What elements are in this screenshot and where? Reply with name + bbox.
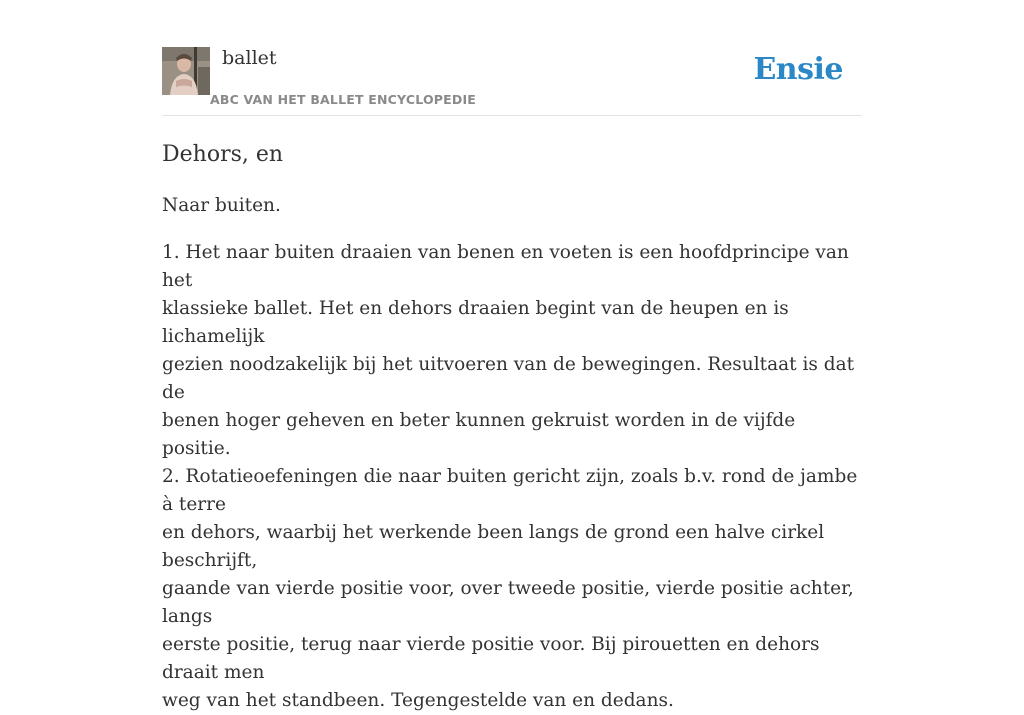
article-line: 2. Rotatieoefeningen die naar buiten gericht zijn, zoals b.v. rond de jambe à terre	[162, 466, 858, 515]
dancer-photo-icon	[162, 47, 210, 95]
article-line: gaande van vierde positie voor, over tweede positie, vierde positie achter, langs	[162, 578, 854, 627]
source-link[interactable]: ABC VAN HET BALLET ENCYCLOPEDIE	[210, 92, 477, 107]
page-title: Dehors, en	[162, 142, 284, 167]
article-line: gezien noodzakelijk bij het uitvoeren van de bewegingen. Resultaat is dat de	[162, 354, 855, 403]
article-lead: Naar buiten.	[162, 195, 281, 216]
article-line: klassieke ballet. Het en dehors draaien begint van de heupen en is lichamelijk	[162, 298, 789, 347]
article-line: benen hoger geheven en beter kunnen gekruist worden in de vijfde positie.	[162, 410, 796, 459]
page-header	[162, 46, 862, 116]
brand-logo[interactable]: Ensie	[753, 52, 843, 87]
article-line: eerste positie, terug naar vierde positie voor. Bij pirouetten en dehors draait men	[162, 634, 820, 683]
article-line: 1. Het naar buiten draaien van benen en voeten is een hoofdprincipe van het	[162, 242, 849, 291]
topic-link[interactable]: ballet	[222, 47, 277, 69]
article-paragraph	[162, 239, 862, 715]
article-line: en dehors, waarbij het werkende been langs de grond een halve cirkel beschrijft,	[162, 522, 825, 571]
article-line: weg van het standbeen. Tegengestelde van en dedans.	[162, 690, 674, 711]
avatar[interactable]	[162, 47, 210, 95]
article-body	[162, 192, 862, 715]
